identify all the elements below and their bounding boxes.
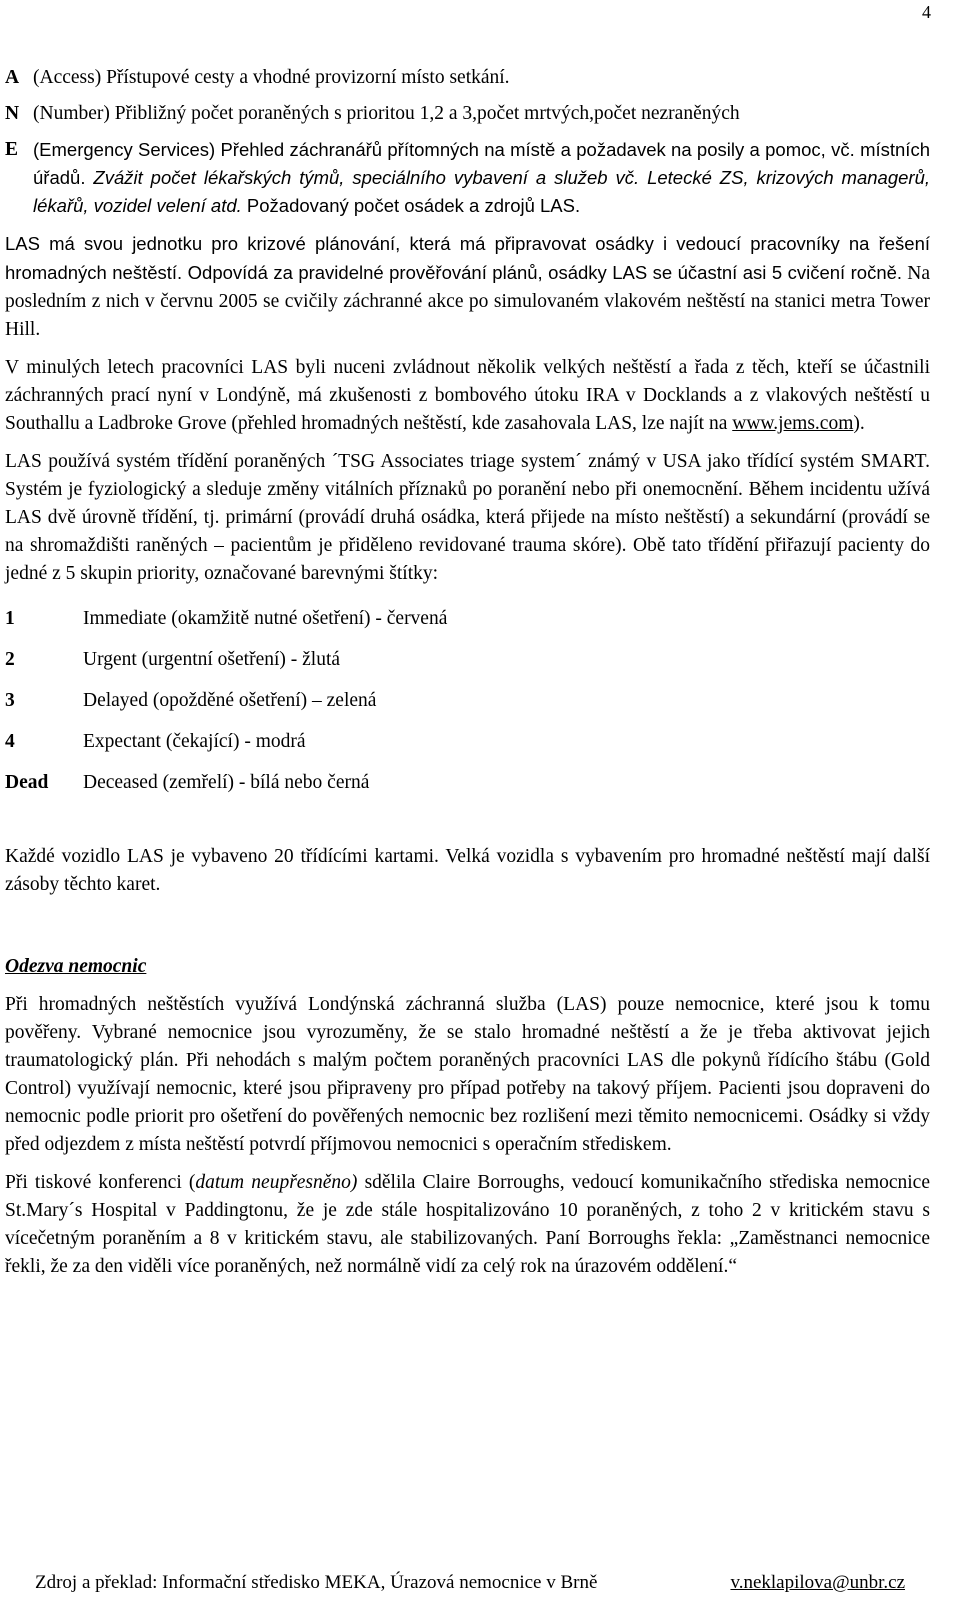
priority-label: Delayed (opožděné ošetření) – zelená — [83, 689, 377, 711]
priority-key: 2 — [5, 648, 15, 670]
section-heading: Odezva nemocnic — [5, 956, 147, 977]
priority-label: Immediate (okamžitě nutné ošetření) - červená — [83, 607, 448, 629]
paragraph-past-disasters-text: V minulých letech pracovníci LAS byli nuceni zvládnout několik velkých neštěstí a řada z těch, kteří se účastnili záchranných prací nyní v Londýně, má zkušenosti z bombového útoku IRA v Docklands a z vlakových neštěstí u Southallu a Ladbroke Grove (přehled hromadných neštěstí, kde zasahovala LAS, lze najít na — [5, 357, 930, 434]
press-text-rest: sdělila Claire Borroughs, vedoucí komunikačního střediska nemocnice St.Mary´s Hospital v Paddingtonu, že je zde stále hospitalizováno 10 poraněných, z toho 2 v kritickém stavu s vícečetným poraněním a 8 v kritickém stavu, ale stabilizovaných. Paní Borroughs řekla: „Zaměstnanci nemocnice řekli, že za den viděli více poraněných, než normálně vidí za celý rok na úrazovém oddělení.“ — [5, 1172, 930, 1277]
page-number: 4 — [922, 2, 931, 22]
paragraph-triage-cards: Každé vozidlo LAS je vybaveno 20 třídícími kartami. Velká vozidla s vybavením pro hromadné neštěstí mají další zásoby těchto karet. — [5, 846, 930, 895]
paragraph-crisis-unit — [5, 230, 930, 344]
paragraph-past-disasters-tail: ). — [853, 413, 865, 434]
priority-label: Expectant (čekající) - modrá — [83, 730, 306, 752]
paragraph-crisis-unit-serif: Na posledním z nich v červnu 2005 se cvičily záchranné akce po simulovaném vlakovém neštěstí na stanici metra Tower Hill. — [5, 263, 931, 340]
press-text-start: Při tiskové konferenci ( — [5, 1172, 196, 1193]
press-text-italic: datum neupřesněno) — [195, 1172, 358, 1193]
abc-text: (Number) Přibližný počet poraněných s prioritou 1,2 a 3,počet mrtvých,počet nezraněných — [33, 103, 740, 124]
footer-email-link[interactable]: v.neklapilova@unbr.cz — [730, 1572, 905, 1593]
abc-text-tail: Požadovaný počet osádek a zdrojů LAS. — [246, 195, 581, 216]
priority-list — [5, 598, 930, 803]
jems-link[interactable]: www.jems.com — [732, 413, 854, 434]
paragraph-crisis-unit-sans: LAS má svou jednotku pro krizové plánování, která má připravovat osádky i vedoucí pracovníky na řešení hromadných neštěstí. Odpovídá za pravidelné prověřování plánů, osádky LAS se účastní asi 5 cvičení ročně. — [5, 233, 930, 283]
abc-text-italic: Zvážit počet lékařských týmů, speciálního vybavení a služeb vč. Letecké ZS, krizových managerů, lékařů, vozidel velení atd. — [33, 167, 930, 216]
footer-source: Zdroj a překlad: Informační středisko MEKA, Úrazová nemocnice v Brně — [35, 1572, 598, 1593]
priority-label: Urgent (urgentní ošetření) - žlutá — [83, 648, 341, 670]
abc-item-access — [5, 64, 930, 92]
priority-key: 4 — [5, 730, 15, 752]
paragraph-triage-system: LAS používá systém třídění poraněných ´TSG Associates triage system´ známý v USA jako třídící systém SMART. Systém je fyziologický a sleduje změny vitálních příznaků po poranění nebo při onemocnění. Během incidentu užívá LAS dvě úrovně třídění, tj. primární (provádí druhá osádka, která přijede na místo neštěstí) a sekundární (provádí se na shromaždišti raněných – pacientům je přiděleno revidované trauma skóre). Obě tato třídění přiřazují pacienty do jedné z 5 skupin priority, označované barevnými štítky: — [5, 451, 930, 584]
paragraph-press-conference — [5, 1169, 930, 1281]
abc-letter: N — [5, 103, 20, 124]
priority-row — [5, 598, 930, 639]
abc-item-emergency-services — [5, 136, 930, 220]
priority-key: 1 — [5, 607, 15, 629]
priority-row — [5, 639, 930, 680]
abc-text — [33, 136, 930, 220]
document-body — [5, 64, 930, 1281]
abc-letter: A — [5, 67, 20, 88]
abc-item-number — [5, 100, 930, 128]
paragraph-past-disasters — [5, 354, 930, 438]
priority-label: Deceased (zemřelí) - bílá nebo černá — [83, 771, 370, 793]
abc-letter: E — [5, 139, 19, 160]
priority-row — [5, 721, 930, 762]
page-footer — [35, 1572, 905, 1594]
abc-text-main: (Emergency Services) Přehled záchranářů přítomných na místě a požadavek na posily a pomoc, vč. místních úřadů. — [33, 139, 930, 188]
priority-row — [5, 680, 930, 721]
priority-key: Dead — [5, 771, 49, 793]
priority-key: 3 — [5, 689, 15, 711]
priority-row — [5, 762, 930, 803]
abc-text: (Access) Přístupové cesty a vhodné provizorní místo setkání. — [33, 67, 510, 88]
paragraph-hospital-response: Při hromadných neštěstích využívá Londýnská záchranná služba (LAS) pouze nemocnice, které jsou k tomu pověřeny. Vybrané nemocnice jsou vyrozuměny, že se stalo hromadné neštěstí a že je třeba aktivovat jejich traumatologický plán. Při nehodách s malým počtem poraněných pracovníci LAS dle pokynů řídícího štábu (Gold Control) využívají nemocnic, které jsou připraveny pro případ potřeby na takový příjem. Pacienti jsou dopraveni do nemocnic podle priorit pro ošetření do pověřených nemocnic bez rozlišení mezi těmito nemocnicemi. Osádky si vždy před odjezdem z místa neštěstí potvrdí příjmovou nemocnici s operačním střediskem. — [5, 994, 930, 1155]
